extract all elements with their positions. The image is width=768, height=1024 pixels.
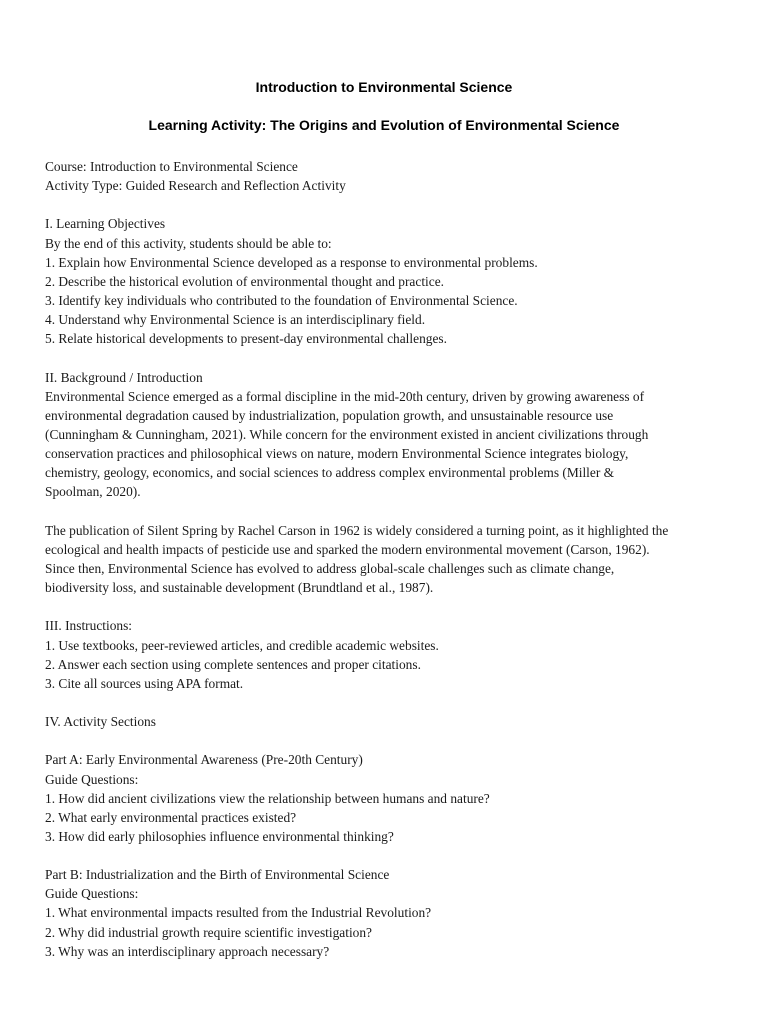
text-line: Part A: Early Environmental Awareness (Pre-20th Century) [45,752,363,768]
text-line: 2. Describe the historical evolution of environmental thought and practice. [45,273,444,289]
text-line: 2. Answer each section using complete sentences and proper citations. [45,656,421,672]
text-line: IV. Activity Sections [45,714,156,730]
text-line: 3. Cite all sources using APA format. [45,675,244,691]
text-line: 3. Why was an interdisciplinary approach necessary? [45,943,330,959]
document-subtitle: Learning Activity: The Origins and Evolution of Environmental Science [148,117,620,133]
blank-line [45,597,735,616]
text-line: Guide Questions: [45,886,139,902]
blank-line [45,846,735,865]
blank-line [45,195,735,214]
text-line: Environmental Science emerged as a formal discipline in the mid-20th century, driven by growing awareness of [45,388,645,404]
text-line: 2. What early environmental practices existed? [45,809,297,825]
text-line: 2. Why did industrial growth require scientific investigation? [45,924,373,940]
text-line: (Cunningham & Cunningham, 2021). While concern for the environment existed in ancient civilizations through [45,426,649,442]
text-line: 4. Understand why Environmental Science is an interdisciplinary field. [45,312,426,328]
text-line: conservation practices and philosophical views on nature, modern Environmental Science integrates biology, [45,446,629,462]
text-line: chemistry, geology, economics, and social sciences to address complex environmental problems (Miller & [45,465,615,481]
text-line: ecological and health impacts of pesticide use and sparked the modern environmental movement (Carson, 1962). [45,541,650,557]
text-line: Guide Questions: [45,771,139,787]
blank-line [45,693,735,712]
text-line: III. Instructions: [45,618,133,634]
text-line: By the end of this activity, students should be able to: [45,235,332,251]
blank-line [45,348,735,367]
blank-line [45,731,735,750]
text-line: The publication of Silent Spring by Rachel Carson in 1962 is widely considered a turning point, as it highlighted the [45,522,669,538]
text-line: biodiversity loss, and sustainable development (Brundtland et al., 1987). [45,580,434,596]
text-line: Part B: Industrialization and the Birth of Environmental Science [45,867,390,883]
document-body [45,157,735,961]
text-line: Activity Type: Guided Research and Reflection Activity [45,178,346,194]
document-title: Introduction to Environmental Science [255,79,513,95]
text-line: environmental degradation caused by industrialization, population growth, and unsustainable resource use [45,407,614,423]
text-line: 5. Relate historical developments to present-day environmental challenges. [45,331,447,347]
text-line: 3. Identify key individuals who contributed to the foundation of Environmental Science. [45,292,518,308]
text-line: 3. How did early philosophies influence environmental thinking? [45,828,394,844]
text-line: Course: Introduction to Environmental Science [45,159,298,174]
blank-line [45,502,735,521]
text-line: 1. How did ancient civilizations view the relationship between humans and nature? [45,790,490,806]
text-line: II. Background / Introduction [45,369,203,385]
text-line: I. Learning Objectives [45,216,166,232]
text-line: 1. Use textbooks, peer-reviewed articles, and credible academic websites. [45,637,439,653]
text-line: Spoolman, 2020). [45,484,141,500]
text-line: 1. Explain how Environmental Science developed as a response to environmental problems. [45,254,538,270]
text-line: 1. What environmental impacts resulted from the Industrial Revolution? [45,905,432,921]
text-line: Since then, Environmental Science has evolved to address global-scale challenges such as climate change, [45,560,615,576]
